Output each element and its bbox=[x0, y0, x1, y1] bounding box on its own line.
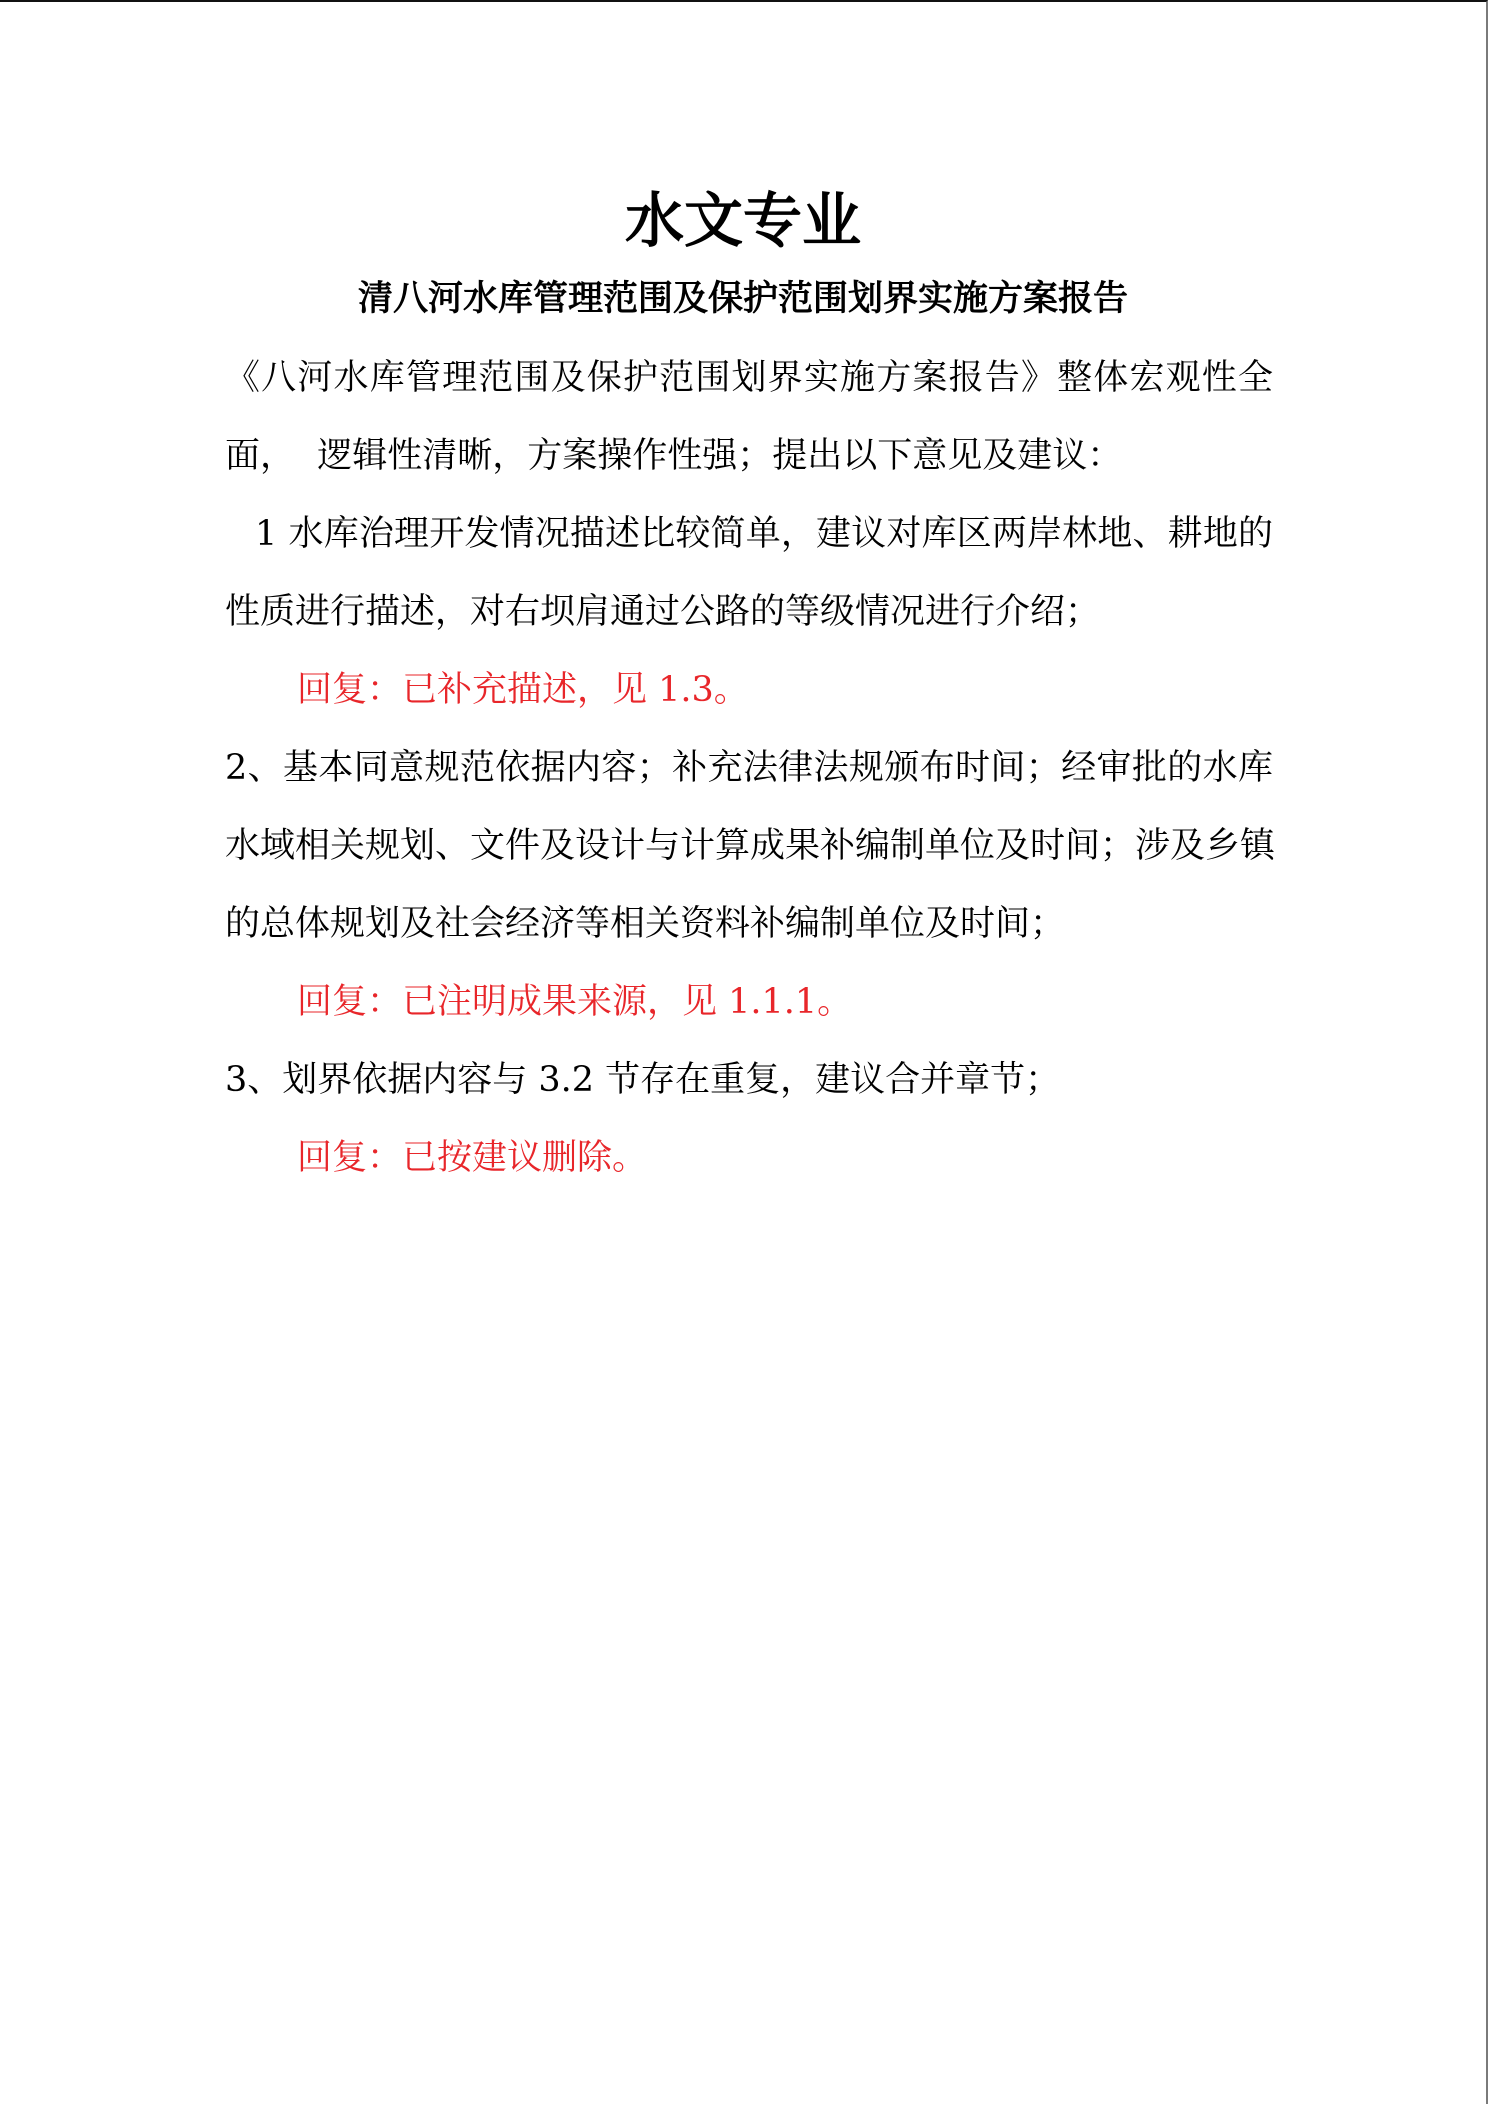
comment-1 bbox=[225, 495, 1273, 729]
comment-2-reply: 回复：已注明成果来源，见 1.1.1。 bbox=[297, 982, 853, 1022]
comment-1-line-1: 1 水库治理开发情况描述比较简单，建议对库区两岸林地、耕地的 bbox=[255, 514, 1273, 554]
comment-1-line-2: 性质进行描述，对右坝肩通过公路的等级情况进行介绍； bbox=[225, 592, 1101, 632]
comment-2-line-1: 2、基本同意规范依据内容；补充法律法规颁布时间；经审批的水库 bbox=[225, 748, 1273, 788]
comment-2-line-3: 的总体规划及社会经济等相关资料补编制单位及时间； bbox=[225, 904, 1066, 944]
comment-3-reply: 回复：已按建议删除。 bbox=[297, 1138, 648, 1178]
intro-paragraph bbox=[225, 339, 1273, 495]
intro-line-1: 《八河水库管理范围及保护范围划界实施方案报告》整体宏观性全 bbox=[225, 358, 1273, 398]
comment-3 bbox=[225, 1041, 1273, 1197]
report-subtitle: 清八河水库管理范围及保护范围划界实施方案报告 bbox=[357, 278, 1128, 319]
intro-line-2: 面， 逻辑性清晰，方案操作性强；提出以下意见及建议： bbox=[225, 436, 1123, 476]
comment-3-line-1: 3、划界依据内容与 3.2 节存在重复，建议合并章节； bbox=[225, 1060, 1061, 1100]
document-title: 水文专业 bbox=[624, 186, 861, 255]
review-body bbox=[225, 339, 1276, 1197]
comment-2 bbox=[225, 729, 1276, 1041]
comment-2-line-2: 水域相关规划、文件及设计与计算成果补编制单位及时间；涉及乡镇 bbox=[225, 826, 1276, 866]
comment-1-reply: 回复：已补充描述，见 1.3。 bbox=[297, 670, 749, 710]
